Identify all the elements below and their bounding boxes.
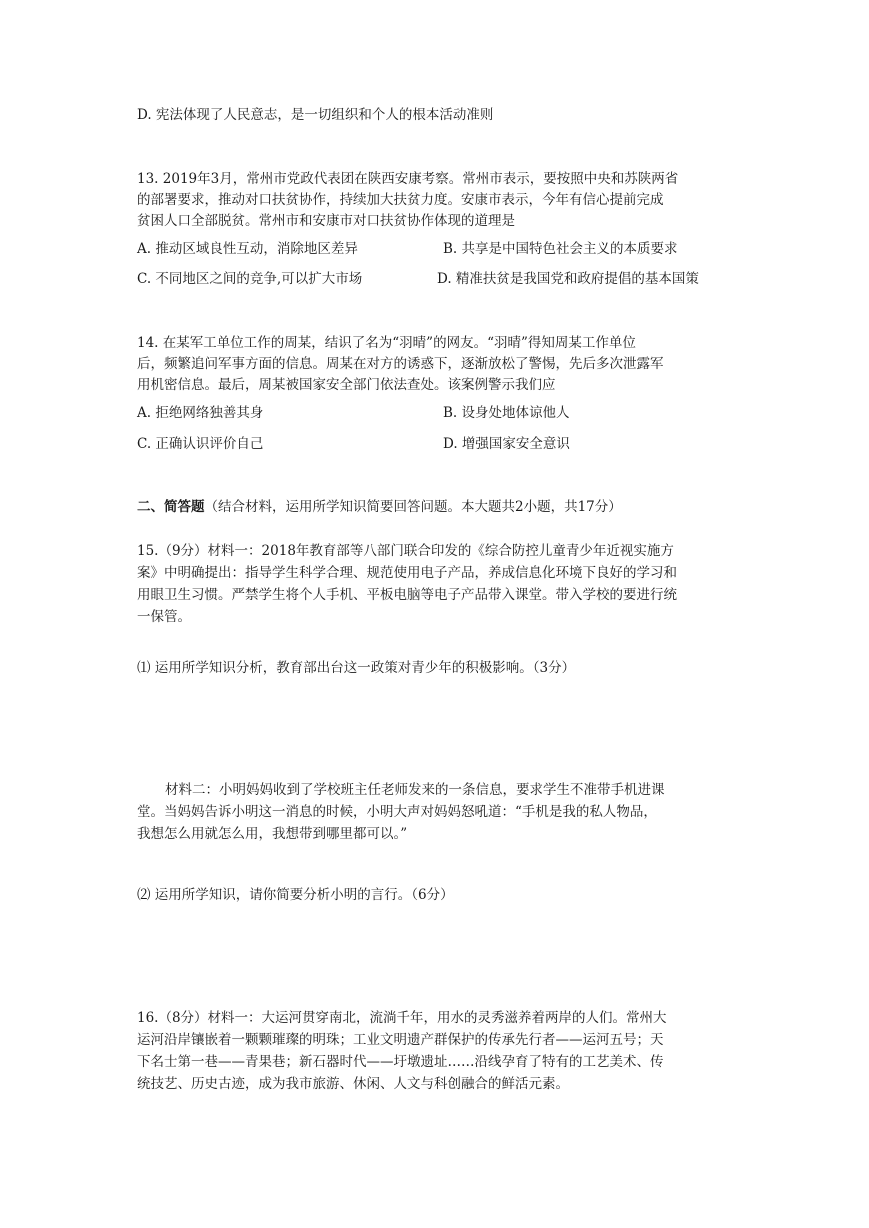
q14-option-b: B. 设身处地体谅他人 <box>443 405 570 421</box>
q14-option-d: D. 增强国家安全意识 <box>443 436 570 452</box>
q13-stem-line: 的部署要求，推动对口扶贫协作，持续加大扶贫力度。安康市表示，今年有信心提前完成 <box>137 192 664 208</box>
q15-material1-line: 案》中明确提出：指导学生科学合理、规范使用电子产品，养成信息化环境下良好的学习和 <box>137 565 677 581</box>
section-title: 二、简答题 <box>137 499 205 515</box>
q14-stem-line: 用机密信息。最后，周某被国家安全部门依法查处。该案例警示我们应 <box>137 377 556 393</box>
section-heading <box>137 496 622 518</box>
q14-stem-line: 14. 在某军工单位工作的周某，结识了名为“羽晴”的网友。“羽晴”得知周某工作单位 <box>137 335 636 351</box>
q15-sub-question-2: ⑵ 运用所学知识，请你简要分析小明的言行。（6分） <box>137 887 454 903</box>
q14-stem-line: 后，频繁追问军事方面的信息。周某在对方的诱惑下，逐渐放松了警惕，先后多次泄露军 <box>137 356 664 372</box>
q12-option-d: D. 宪法体现了人民意志，是一切组织和个人的根本活动准则 <box>137 107 494 123</box>
q16-material1-line: 下名士第一巷——青果巷；新石器时代——圩墩遗址……沿线孕育了特有的工艺美术、传 <box>137 1054 664 1070</box>
q14-option-c: C. 正确认识评价自己 <box>137 436 264 452</box>
q15-sub-question-1: ⑴ 运用所学知识分析，教育部出台这一政策对青少年的积极影响。（3分） <box>137 660 576 676</box>
q15-material2-line: 材料二：小明妈妈收到了学校班主任老师发来的一条信息，要求学生不准带手机进课 <box>165 782 665 798</box>
q13-option-c: C. 不同地区之间的竞争,可以扩大市场 <box>137 271 363 287</box>
q13-option-d: D. 精准扶贫是我国党和政府提倡的基本国策 <box>437 271 699 287</box>
q14-option-a: A. 拒绝网络独善其身 <box>137 405 264 421</box>
q15-material2-line: 我想怎么用就怎么用，我想带到哪里都可以。” <box>137 826 408 842</box>
q15-material2-line: 堂。当妈妈告诉小明这一消息的时候，小明大声对妈妈怒吼道：“手机是我的私人物品， <box>137 804 657 820</box>
q16-material1-line: 运河沿岸镶嵌着一颗颗璀璨的明珠；工业文明遗产群保护的传承先行者——运河五号；天 <box>137 1032 664 1048</box>
q13-stem-line: 贫困人口全部脱贫。常州市和安康市对口扶贫协作体现的道理是 <box>137 213 515 229</box>
q13-option-a: A. 推动区域良性互动，消除地区差异 <box>137 241 358 257</box>
section-instruction: （结合材料，运用所学知识简要回答问题。本大题共2小题，共17分） <box>204 499 622 515</box>
q16-material1-line: 统技艺、历史古迹，成为我市旅游、休闲、人文与科创融合的鲜活元素。 <box>137 1076 569 1092</box>
q13-option-b: B. 共享是中国特色社会主义的本质要求 <box>443 241 678 257</box>
q16-material1-line: 16.（8分）材料一：大运河贯穿南北，流淌千年，用水的灵秀滋养着两岸的人们。常州大 <box>137 1010 667 1026</box>
q15-material1-line: 15.（9分）材料一：2018年教育部等八部门联合印发的《综合防控儿童青少年近视实施方 <box>137 543 674 559</box>
q15-material1-line: 一保管。 <box>137 609 191 625</box>
q13-stem-line: 13. 2019年3月，常州市党政代表团在陕西安康考察。常州市表示，要按照中央和苏陕两省 <box>137 171 679 187</box>
q15-material1-line: 用眼卫生习惯。严禁学生将个人手机、平板电脑等电子产品带入课堂。带入学校的要进行统 <box>137 587 677 603</box>
